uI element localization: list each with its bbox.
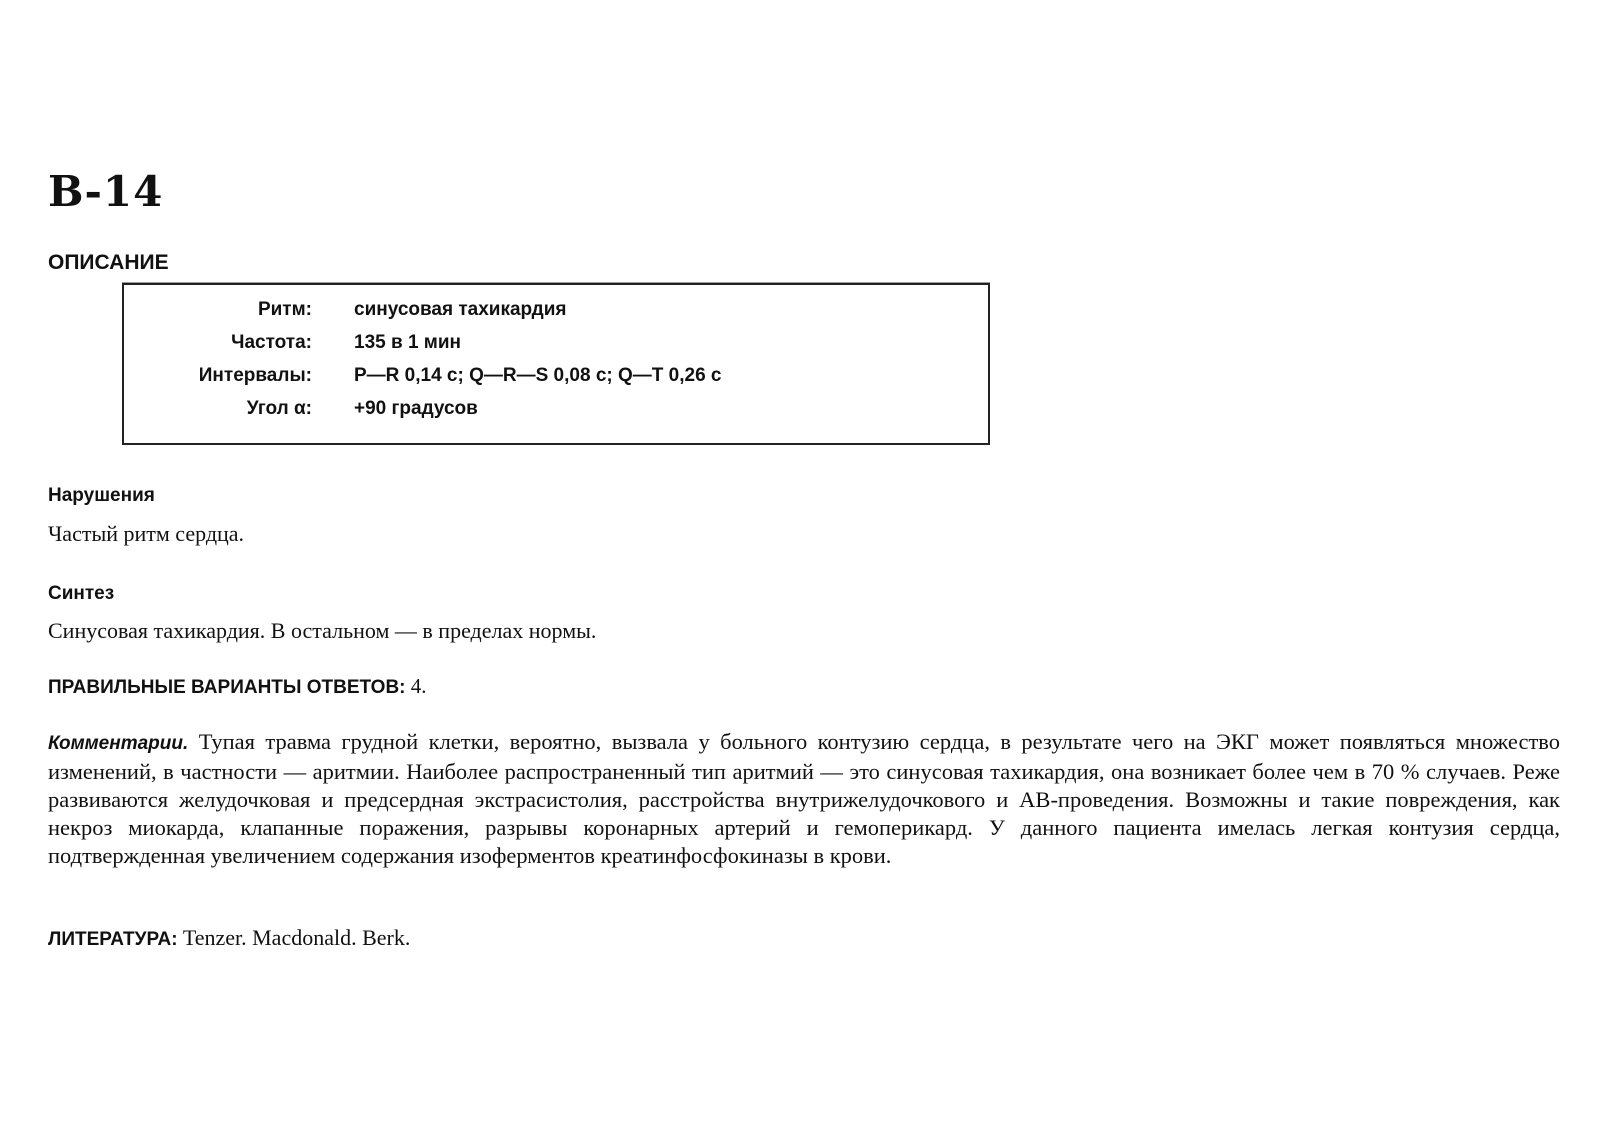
intervals-value: P—R 0,14 с; Q—R—S 0,08 с; Q—T 0,26 с	[354, 365, 722, 386]
angle-value: +90 градусов	[354, 398, 478, 419]
rate-label: Частота:	[231, 332, 312, 353]
description-row-angle	[124, 394, 992, 424]
description-row-rhythm	[124, 295, 992, 325]
angle-label: Угол α:	[246, 398, 312, 419]
correct-answers	[48, 673, 427, 701]
literature	[48, 925, 410, 953]
description-row-rate	[124, 328, 992, 358]
violations-text: Частый ритм сердца.	[48, 521, 245, 546]
violations-heading: Нарушения	[48, 485, 155, 506]
correct-answers-label: ПРАВИЛЬНЫЕ ВАРИАНТЫ ОТВЕТОВ:	[48, 677, 406, 698]
comments-paragraph	[48, 728, 1560, 870]
comments-label: Комментарии.	[48, 733, 189, 754]
correct-answers-value: 4.	[410, 674, 427, 698]
rhythm-value: синусовая тахикардия	[354, 299, 567, 320]
synthesis-text: Синусовая тахикардия. В остальном — в пределах нормы.	[48, 618, 597, 643]
literature-label: ЛИТЕРАТУРА:	[48, 929, 178, 950]
rhythm-label: Ритм:	[257, 299, 312, 320]
comments-text: Тупая травма грудной клетки, вероятно, вызвала у больного контузию сердца, в результате чего на ЭКГ может появляться множество изменений, в частности — аритмии. Наиболее распространенный тип аритмий — это синусовая тахикардия, она возникает более чем в 70 % случаев. Реже развиваются желудочковая и предсердная экстрасистолия, расстройства внутрижелудочкового и АВ-проведения. Возможны и такие повреждения, как некроз миокарда, клапанные поражения, разрывы коронарных артерий и гемоперикард. У данного пациента имелась легкая контузия сердца, подтвержденная увеличением содержания изоферментов креатинфосфокиназы в крови.	[48, 729, 1560, 868]
intervals-label: Интервалы:	[198, 365, 312, 386]
rate-value: 135 в 1 мин	[354, 332, 461, 353]
description-box	[122, 283, 990, 445]
literature-value: Tenzer. Macdonald. Berk.	[182, 925, 411, 950]
case-title: В-14	[48, 167, 164, 216]
description-heading: ОПИСАНИЕ	[48, 251, 169, 274]
description-row-intervals	[124, 361, 992, 391]
synthesis-heading: Синтез	[48, 583, 115, 604]
